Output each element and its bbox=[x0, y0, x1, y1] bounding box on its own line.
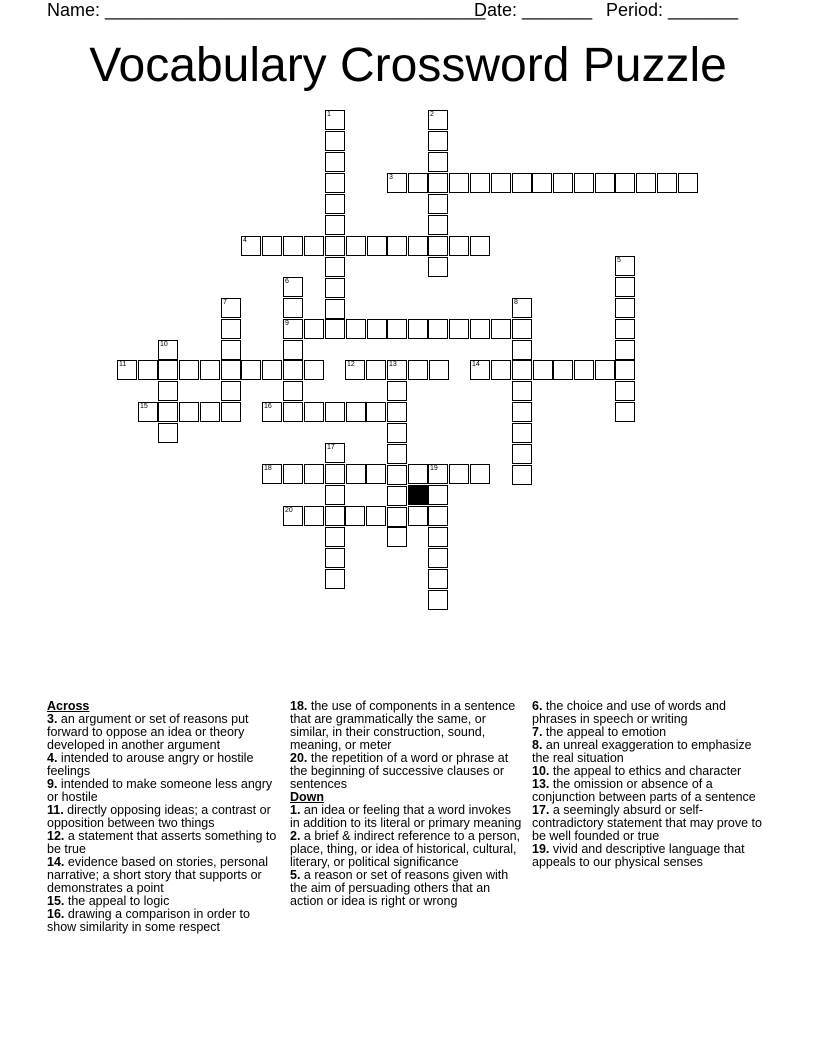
crossword-cell[interactable] bbox=[387, 507, 407, 527]
clue-text: the appeal to logic bbox=[64, 894, 170, 908]
clue-number-label: 16 bbox=[264, 403, 272, 410]
crossword-cell[interactable] bbox=[346, 464, 366, 484]
crossword-cell[interactable] bbox=[512, 319, 532, 339]
crossword-cell[interactable] bbox=[615, 319, 635, 339]
clue-number-label: 1 bbox=[327, 111, 331, 118]
clue-text: a reason or set of reasons given with the aim of persuading others that an action or idea is right or wrong bbox=[290, 868, 509, 908]
crossword-cell[interactable] bbox=[595, 360, 615, 380]
crossword-cell[interactable] bbox=[325, 319, 345, 339]
clue-number: 15. bbox=[47, 894, 65, 908]
clues-column-2 bbox=[290, 700, 522, 908]
crossword-cell[interactable] bbox=[366, 402, 386, 422]
crossword-cell[interactable] bbox=[387, 527, 407, 547]
clue-number-label: 17 bbox=[327, 444, 335, 451]
crossword-cell[interactable] bbox=[283, 360, 303, 380]
crossword-cell[interactable] bbox=[553, 360, 573, 380]
clue-number: 8. bbox=[532, 738, 543, 752]
clue-text: intended to arouse angry or hostile feelings bbox=[47, 751, 254, 778]
crossword-cell[interactable] bbox=[304, 236, 324, 256]
crossword-cell[interactable] bbox=[512, 444, 532, 464]
crossword-cell[interactable] bbox=[678, 173, 698, 193]
clues-column-3 bbox=[532, 700, 772, 869]
crossword-cell[interactable] bbox=[179, 402, 199, 422]
crossword-cell[interactable] bbox=[304, 319, 324, 339]
crossword-cell[interactable] bbox=[449, 464, 469, 484]
clue-number: 13. bbox=[532, 777, 550, 791]
clue-text: an unreal exaggeration to emphasize the real situation bbox=[532, 738, 752, 765]
crossword-cell[interactable] bbox=[325, 527, 345, 547]
clue-number-label: 15 bbox=[140, 403, 148, 410]
across-clue bbox=[47, 752, 277, 778]
crossword-cell[interactable] bbox=[283, 381, 303, 401]
crossword-cell[interactable] bbox=[345, 506, 365, 526]
period-field-label[interactable]: Period: _______ bbox=[606, 0, 739, 20]
crossword-cell[interactable] bbox=[408, 319, 428, 339]
crossword-cell[interactable] bbox=[532, 173, 552, 193]
crossword-cell[interactable] bbox=[200, 402, 220, 422]
clue-text: a statement that asserts something to be true bbox=[47, 829, 277, 856]
crossword-cell[interactable] bbox=[512, 381, 532, 401]
crossword-cell[interactable] bbox=[283, 298, 303, 318]
crossword-cell[interactable] bbox=[366, 506, 386, 526]
across-clue bbox=[47, 804, 277, 830]
crossword-cell[interactable] bbox=[283, 236, 303, 256]
clue-number-label: 8 bbox=[514, 299, 518, 306]
crossword-cell[interactable] bbox=[449, 236, 469, 256]
crossword-cell[interactable] bbox=[158, 360, 178, 380]
crossword-cell[interactable] bbox=[241, 360, 261, 380]
crossword-cell[interactable] bbox=[367, 236, 387, 256]
crossword-cell[interactable] bbox=[428, 131, 448, 151]
crossword-cell[interactable] bbox=[221, 402, 241, 422]
crossword-cell[interactable] bbox=[325, 506, 345, 526]
crossword-cell[interactable] bbox=[346, 402, 366, 422]
across-clue bbox=[47, 778, 277, 804]
date-field-label[interactable]: Date: _______ bbox=[474, 0, 593, 20]
clue-number: 1. bbox=[290, 803, 301, 817]
crossword-cell[interactable] bbox=[428, 194, 448, 214]
down-clue bbox=[532, 778, 772, 804]
clue-text: directly opposing ideas; a contrast or opposition between two things bbox=[47, 803, 271, 830]
crossword-cell[interactable] bbox=[657, 173, 677, 193]
clue-text: a brief & indirect reference to a person, place, thing, or idea of historical, cultural, literary, or political significance bbox=[290, 829, 520, 869]
crossword-cell[interactable] bbox=[387, 381, 407, 401]
crossword-cell[interactable] bbox=[304, 360, 324, 380]
clue-number: 18. bbox=[290, 699, 308, 713]
crossword-cell[interactable] bbox=[325, 548, 345, 568]
clue-number-label: 2 bbox=[430, 111, 434, 118]
down-clue bbox=[290, 804, 522, 830]
crossword-cell[interactable] bbox=[449, 173, 469, 193]
crossword-cell[interactable] bbox=[595, 173, 615, 193]
crossword-cell[interactable] bbox=[325, 402, 345, 422]
crossword-cell[interactable] bbox=[470, 173, 490, 193]
crossword-cell[interactable] bbox=[428, 569, 448, 589]
down-clue bbox=[290, 830, 522, 869]
clues-column-1 bbox=[47, 700, 277, 934]
down-clue bbox=[532, 739, 772, 765]
crossword-cell[interactable] bbox=[615, 381, 635, 401]
crossword-cell[interactable] bbox=[366, 464, 386, 484]
page-title: Vocabulary Crossword Puzzle bbox=[89, 39, 727, 92]
clue-number: 3. bbox=[47, 712, 58, 726]
clue-number-label: 5 bbox=[617, 257, 621, 264]
clue-number-label: 4 bbox=[243, 237, 247, 244]
clue-text: the use of components in a sentence that are grammatically the same, or similar, in their construction, sound, meaning, or meter bbox=[290, 699, 516, 752]
crossword-cell[interactable] bbox=[346, 319, 366, 339]
crossword-cell[interactable] bbox=[428, 319, 448, 339]
crossword-cell[interactable] bbox=[387, 444, 407, 464]
clue-text: an argument or set of reasons put forward to oppose an idea or theory developed in another argument bbox=[47, 712, 249, 752]
crossword-cell[interactable] bbox=[408, 506, 428, 526]
crossword-cell[interactable] bbox=[636, 173, 656, 193]
clue-text: the omission or absence of a conjunction between parts of a sentence bbox=[532, 777, 756, 804]
name-field-label[interactable]: Name: ______________________________________ bbox=[47, 0, 486, 20]
crossword-cell[interactable] bbox=[512, 360, 532, 380]
clue-number: 12. bbox=[47, 829, 65, 843]
clue-number: 14. bbox=[47, 855, 65, 869]
crossword-cell[interactable] bbox=[325, 464, 345, 484]
crossword-cell[interactable] bbox=[325, 257, 345, 277]
across-clue bbox=[47, 713, 277, 752]
crossword-cell[interactable] bbox=[428, 236, 448, 256]
down-clue bbox=[532, 804, 772, 843]
across-clues-list-part-1 bbox=[47, 713, 277, 934]
crossword-cell[interactable] bbox=[262, 360, 282, 380]
clue-number-label: 14 bbox=[472, 361, 480, 368]
down-heading: Down bbox=[290, 790, 325, 804]
clue-number-label: 19 bbox=[430, 465, 438, 472]
crossword-cell[interactable] bbox=[221, 340, 241, 360]
clue-text: a seemingly absurd or self-contradictory statement that may prove to be well founded or true bbox=[532, 803, 762, 843]
clue-number: 19. bbox=[532, 842, 550, 856]
clue-text: drawing a comparison in order to show similarity in some respect bbox=[47, 907, 250, 934]
clue-text: the repetition of a word or phrase at the beginning of successive clauses or sentences bbox=[290, 751, 509, 791]
clue-number: 17. bbox=[532, 803, 550, 817]
clue-number-label: 12 bbox=[347, 361, 355, 368]
clue-number: 20. bbox=[290, 751, 308, 765]
across-clues-list-part-2 bbox=[290, 700, 522, 791]
crossword-cell[interactable] bbox=[283, 402, 303, 422]
clue-number-label: 10 bbox=[160, 341, 168, 348]
crossword-cell[interactable] bbox=[470, 464, 490, 484]
clue-text: evidence based on stories, personal narrative; a short story that supports or demonstrates a point bbox=[47, 855, 268, 895]
crossword-cell[interactable] bbox=[325, 173, 345, 193]
clue-text: vivid and descriptive language that appeals to our physical senses bbox=[532, 842, 745, 869]
crossword-cell[interactable] bbox=[387, 465, 407, 485]
clue-number-label: 20 bbox=[285, 507, 293, 514]
crossword-cell[interactable] bbox=[325, 152, 345, 172]
crossword-cell[interactable] bbox=[470, 236, 490, 256]
crossword-cell[interactable] bbox=[408, 464, 428, 484]
clue-text: the appeal to emotion bbox=[542, 725, 667, 739]
clue-number-label: 13 bbox=[389, 361, 397, 368]
crossword-cell[interactable] bbox=[615, 173, 635, 193]
clue-number-label: 9 bbox=[285, 320, 289, 327]
crossword-cell[interactable] bbox=[221, 381, 241, 401]
crossword-cell[interactable] bbox=[304, 506, 324, 526]
clue-text: the choice and use of words and phrases in speech or writing bbox=[532, 699, 726, 726]
crossword-cell[interactable] bbox=[491, 319, 511, 339]
clue-number: 6. bbox=[532, 699, 543, 713]
crossword-cell[interactable] bbox=[179, 360, 199, 380]
down-clue bbox=[290, 869, 522, 908]
crossword-cell[interactable] bbox=[387, 402, 407, 422]
across-clue bbox=[47, 856, 277, 895]
crossword-cell[interactable] bbox=[512, 465, 532, 485]
crossword-cell[interactable] bbox=[283, 340, 303, 360]
crossword-cell[interactable] bbox=[366, 360, 386, 380]
crossword-cell[interactable] bbox=[428, 590, 448, 610]
crossword-cell[interactable] bbox=[512, 340, 532, 360]
crossword-cell[interactable] bbox=[408, 173, 428, 193]
crossword-cell[interactable] bbox=[428, 215, 448, 235]
crossword-cell[interactable] bbox=[387, 486, 407, 506]
crossword-cell[interactable] bbox=[304, 464, 324, 484]
crossword-cell[interactable] bbox=[615, 298, 635, 318]
crossword-cell[interactable] bbox=[491, 360, 511, 380]
down-clues-list-part-1 bbox=[290, 804, 522, 908]
across-clue bbox=[290, 700, 522, 752]
crossword-cell[interactable] bbox=[428, 485, 448, 505]
crossword-cell[interactable] bbox=[158, 381, 178, 401]
crossword-cell[interactable] bbox=[325, 131, 345, 151]
crossword-cell[interactable] bbox=[512, 173, 532, 193]
crossword-cell[interactable] bbox=[428, 548, 448, 568]
crossword-cell[interactable] bbox=[387, 423, 407, 443]
crossword-cell[interactable] bbox=[428, 152, 448, 172]
crossword-cell[interactable] bbox=[387, 236, 407, 256]
down-clues-list-part-2 bbox=[532, 700, 772, 869]
crossword-cell[interactable] bbox=[158, 402, 178, 422]
across-clue bbox=[47, 908, 277, 934]
clue-number-label: 7 bbox=[223, 299, 227, 306]
crossword-cell[interactable] bbox=[574, 173, 594, 193]
crossword-cell[interactable] bbox=[325, 215, 345, 235]
crossword-cell[interactable] bbox=[325, 278, 345, 298]
clue-number: 10. bbox=[532, 764, 550, 778]
clue-number: 4. bbox=[47, 751, 58, 765]
crossword-cell[interactable] bbox=[221, 360, 241, 380]
clue-number: 7. bbox=[532, 725, 543, 739]
crossword-cell[interactable] bbox=[615, 360, 635, 380]
down-clue bbox=[532, 843, 772, 869]
crossword-cell[interactable] bbox=[138, 360, 158, 380]
down-clue bbox=[532, 700, 772, 726]
black-square bbox=[408, 485, 428, 505]
crossword-cell[interactable] bbox=[408, 236, 428, 256]
crossword-cell[interactable] bbox=[387, 319, 407, 339]
clue-number: 16. bbox=[47, 907, 65, 921]
crossword-cell[interactable] bbox=[574, 360, 594, 380]
clue-number-label: 18 bbox=[264, 465, 272, 472]
crossword-cell[interactable] bbox=[367, 319, 387, 339]
crossword-cell[interactable] bbox=[428, 257, 448, 277]
clue-number-label: 3 bbox=[389, 174, 393, 181]
crossword-cell[interactable] bbox=[428, 173, 448, 193]
across-clue bbox=[290, 752, 522, 791]
crossword-cell[interactable] bbox=[325, 485, 345, 505]
crossword-cell[interactable] bbox=[325, 569, 345, 589]
crossword-cell[interactable] bbox=[262, 236, 282, 256]
crossword-cell[interactable] bbox=[325, 194, 345, 214]
across-clue bbox=[47, 830, 277, 856]
crossword-cell[interactable] bbox=[158, 423, 178, 443]
crossword-cell[interactable] bbox=[304, 402, 324, 422]
clue-number-label: 6 bbox=[285, 278, 289, 285]
crossword-cell[interactable] bbox=[408, 360, 428, 380]
crossword-cell[interactable] bbox=[325, 299, 345, 319]
crossword-cell[interactable] bbox=[325, 236, 345, 256]
crossword-cell[interactable] bbox=[200, 360, 220, 380]
clue-number: 5. bbox=[290, 868, 301, 882]
crossword-cell[interactable] bbox=[512, 423, 532, 443]
clue-number: 11. bbox=[47, 803, 64, 817]
crossword-cell[interactable] bbox=[346, 236, 366, 256]
clue-number: 9. bbox=[47, 777, 58, 791]
crossword-cell[interactable] bbox=[512, 402, 532, 422]
crossword-cell[interactable] bbox=[615, 340, 635, 360]
clue-text: an idea or feeling that a word invokes in addition to its literal or primary meaning bbox=[290, 803, 522, 830]
crossword-cell[interactable] bbox=[615, 277, 635, 297]
crossword-cell[interactable] bbox=[491, 173, 511, 193]
crossword-cell[interactable] bbox=[533, 360, 553, 380]
clue-number-label: 11 bbox=[119, 361, 127, 368]
clue-text: the appeal to ethics and character bbox=[549, 764, 742, 778]
crossword-cell[interactable] bbox=[428, 506, 448, 526]
crossword-cell[interactable] bbox=[428, 527, 448, 547]
crossword-cell[interactable] bbox=[553, 173, 573, 193]
crossword-cell[interactable] bbox=[470, 319, 490, 339]
crossword-cell[interactable] bbox=[615, 402, 635, 422]
crossword-cell[interactable] bbox=[221, 319, 241, 339]
crossword-cell[interactable] bbox=[449, 319, 469, 339]
across-heading: Across bbox=[47, 699, 90, 713]
crossword-cell[interactable] bbox=[283, 464, 303, 484]
crossword-cell[interactable] bbox=[429, 360, 449, 380]
clue-number: 2. bbox=[290, 829, 301, 843]
clue-text: intended to make someone less angry or hostile bbox=[47, 777, 273, 804]
